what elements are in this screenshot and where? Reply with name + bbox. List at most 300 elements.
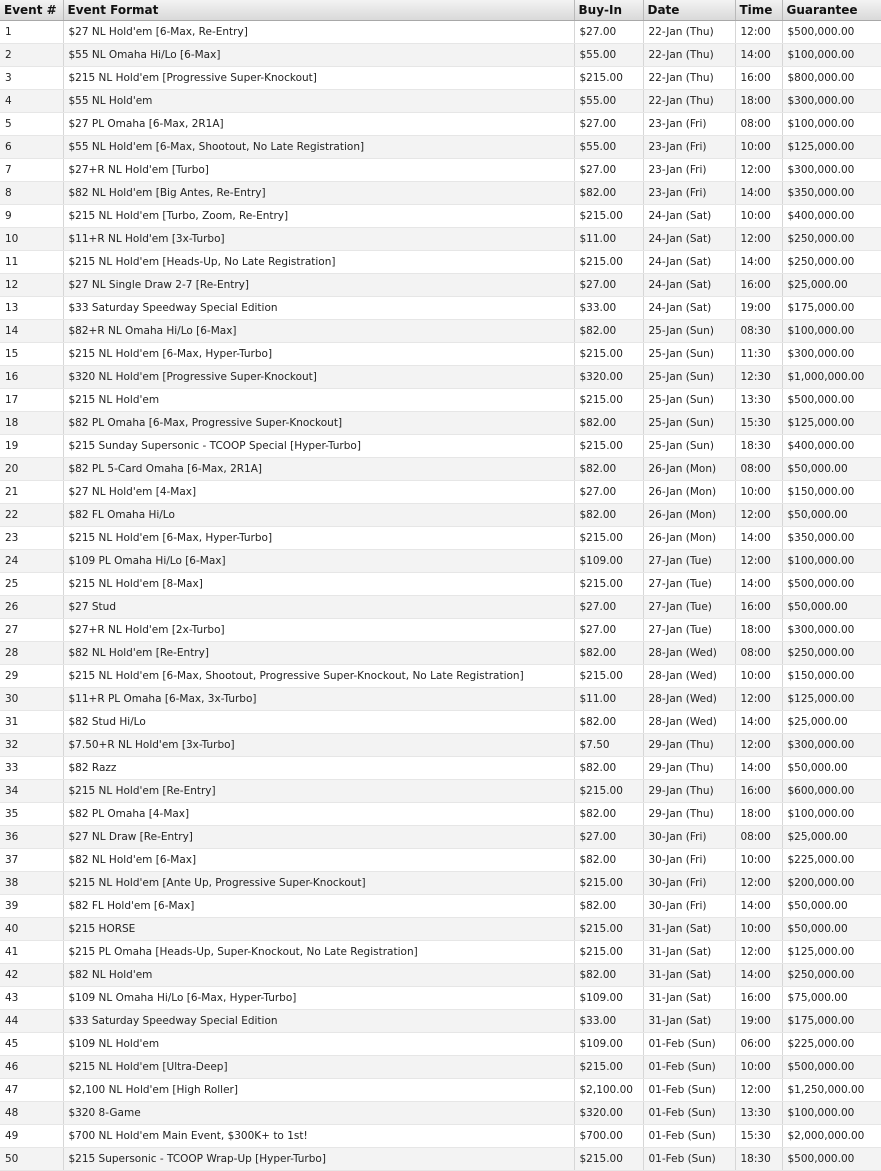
cell-buy-in: $109.00 [574,550,643,573]
cell-buy-in: $215.00 [574,343,643,366]
table-row[interactable] [0,895,881,918]
table-row[interactable] [0,113,881,136]
cell-time: 10:00 [735,481,782,504]
cell-event-format: $215 NL Hold'em [Turbo, Zoom, Re-Entry] [63,205,574,228]
cell-event-format: $215 Supersonic - TCOOP Wrap-Up [Hyper-Turbo] [63,1148,574,1171]
cell-buy-in: $27.00 [574,159,643,182]
cell-guarantee: $350,000.00 [782,527,881,550]
cell-event-number: 33 [0,757,63,780]
table-row[interactable] [0,389,881,412]
cell-guarantee: $400,000.00 [782,435,881,458]
cell-guarantee: $500,000.00 [782,21,881,44]
cell-time: 14:00 [735,573,782,596]
cell-date: 01-Feb (Sun) [643,1033,735,1056]
column-header-guarantee[interactable]: Guarantee [782,0,881,21]
table-body [0,21,881,1171]
cell-event-format: $55 NL Hold'em [6-Max, Shootout, No Late Registration] [63,136,574,159]
cell-buy-in: $215.00 [574,872,643,895]
cell-event-number: 1 [0,21,63,44]
cell-time: 19:00 [735,297,782,320]
cell-guarantee: $175,000.00 [782,1010,881,1033]
cell-date: 25-Jan (Sun) [643,343,735,366]
cell-event-format: $27+R NL Hold'em [Turbo] [63,159,574,182]
cell-time: 12:00 [735,21,782,44]
cell-date: 27-Jan (Tue) [643,619,735,642]
cell-time: 08:00 [735,826,782,849]
cell-guarantee: $25,000.00 [782,826,881,849]
cell-buy-in: $215.00 [574,251,643,274]
cell-guarantee: $125,000.00 [782,688,881,711]
table-row[interactable] [0,504,881,527]
cell-guarantee: $50,000.00 [782,918,881,941]
cell-event-number: 24 [0,550,63,573]
cell-buy-in: $82.00 [574,642,643,665]
cell-time: 16:00 [735,274,782,297]
cell-date: 26-Jan (Mon) [643,527,735,550]
cell-time: 12:00 [735,1079,782,1102]
cell-event-format: $82 Stud Hi/Lo [63,711,574,734]
cell-event-number: 46 [0,1056,63,1079]
cell-event-format: $215 NL Hold'em [Ultra-Deep] [63,1056,574,1079]
cell-buy-in: $82.00 [574,964,643,987]
cell-date: 23-Jan (Fri) [643,136,735,159]
table-row[interactable] [0,826,881,849]
cell-event-number: 13 [0,297,63,320]
cell-event-number: 9 [0,205,63,228]
cell-date: 26-Jan (Mon) [643,481,735,504]
table-row[interactable] [0,734,881,757]
cell-guarantee: $800,000.00 [782,67,881,90]
cell-event-format: $82 Razz [63,757,574,780]
table-row[interactable] [0,780,881,803]
table-row[interactable] [0,1102,881,1125]
cell-event-number: 7 [0,159,63,182]
cell-buy-in: $82.00 [574,803,643,826]
table-row[interactable] [0,205,881,228]
cell-event-format: $33 Saturday Speedway Special Edition [63,1010,574,1033]
table-row[interactable] [0,1033,881,1056]
table-row[interactable] [0,872,881,895]
table-row[interactable] [0,619,881,642]
cell-event-format: $215 NL Hold'em [Ante Up, Progressive Super-Knockout] [63,872,574,895]
cell-time: 14:00 [735,527,782,550]
cell-event-format: $7.50+R NL Hold'em [3x-Turbo] [63,734,574,757]
cell-time: 14:00 [735,964,782,987]
cell-buy-in: $320.00 [574,1102,643,1125]
cell-buy-in: $700.00 [574,1125,643,1148]
cell-time: 08:00 [735,458,782,481]
cell-event-number: 34 [0,780,63,803]
cell-guarantee: $500,000.00 [782,573,881,596]
cell-guarantee: $500,000.00 [782,1056,881,1079]
cell-time: 10:00 [735,918,782,941]
cell-guarantee: $125,000.00 [782,412,881,435]
cell-event-number: 6 [0,136,63,159]
cell-time: 16:00 [735,780,782,803]
cell-event-number: 36 [0,826,63,849]
cell-guarantee: $200,000.00 [782,872,881,895]
table-row[interactable] [0,918,881,941]
cell-guarantee: $1,250,000.00 [782,1079,881,1102]
column-header-date[interactable]: Date [643,0,735,21]
cell-date: 28-Jan (Wed) [643,711,735,734]
cell-time: 18:00 [735,803,782,826]
cell-guarantee: $250,000.00 [782,964,881,987]
cell-time: 12:00 [735,734,782,757]
cell-date: 27-Jan (Tue) [643,550,735,573]
cell-time: 18:00 [735,619,782,642]
cell-date: 31-Jan (Sat) [643,941,735,964]
cell-guarantee: $1,000,000.00 [782,366,881,389]
table-row[interactable] [0,481,881,504]
cell-time: 16:00 [735,596,782,619]
cell-time: 08:00 [735,113,782,136]
cell-guarantee: $25,000.00 [782,274,881,297]
cell-time: 19:00 [735,1010,782,1033]
cell-event-number: 37 [0,849,63,872]
cell-guarantee: $300,000.00 [782,619,881,642]
cell-event-number: 5 [0,113,63,136]
cell-event-format: $27 NL Single Draw 2-7 [Re-Entry] [63,274,574,297]
cell-buy-in: $215.00 [574,665,643,688]
cell-time: 13:30 [735,1102,782,1125]
cell-event-number: 21 [0,481,63,504]
cell-date: 30-Jan (Fri) [643,826,735,849]
cell-guarantee: $100,000.00 [782,550,881,573]
table-row[interactable] [0,21,881,44]
cell-buy-in: $27.00 [574,481,643,504]
table-row[interactable] [0,274,881,297]
cell-guarantee: $100,000.00 [782,803,881,826]
cell-buy-in: $2,100.00 [574,1079,643,1102]
table-row[interactable] [0,320,881,343]
cell-date: 24-Jan (Sat) [643,297,735,320]
cell-time: 16:00 [735,987,782,1010]
cell-time: 14:00 [735,711,782,734]
cell-date: 28-Jan (Wed) [643,665,735,688]
cell-date: 29-Jan (Thu) [643,803,735,826]
cell-buy-in: $33.00 [574,1010,643,1033]
cell-event-format: $55 NL Omaha Hi/Lo [6-Max] [63,44,574,67]
table-row[interactable] [0,366,881,389]
cell-time: 18:30 [735,1148,782,1171]
cell-buy-in: $11.00 [574,688,643,711]
cell-buy-in: $27.00 [574,826,643,849]
cell-guarantee: $100,000.00 [782,44,881,67]
cell-event-format: $82 FL Omaha Hi/Lo [63,504,574,527]
table-row[interactable] [0,987,881,1010]
column-header-event-number[interactable]: Event # [0,0,63,21]
cell-event-format: $82 NL Hold'em [6-Max] [63,849,574,872]
cell-date: 28-Jan (Wed) [643,688,735,711]
cell-time: 10:00 [735,665,782,688]
cell-event-number: 40 [0,918,63,941]
cell-date: 27-Jan (Tue) [643,596,735,619]
cell-buy-in: $82.00 [574,849,643,872]
cell-date: 01-Feb (Sun) [643,1056,735,1079]
cell-event-format: $215 Sunday Supersonic - TCOOP Special [Hyper-Turbo] [63,435,574,458]
cell-event-format: $27 Stud [63,596,574,619]
cell-time: 06:00 [735,1033,782,1056]
table-row[interactable] [0,688,881,711]
cell-date: 24-Jan (Sat) [643,251,735,274]
cell-guarantee: $400,000.00 [782,205,881,228]
column-header-event-format[interactable]: Event Format [63,0,574,21]
cell-event-format: $82 FL Hold'em [6-Max] [63,895,574,918]
cell-buy-in: $55.00 [574,90,643,113]
table-row[interactable] [0,343,881,366]
cell-buy-in: $11.00 [574,228,643,251]
cell-event-format: $27 NL Hold'em [6-Max, Re-Entry] [63,21,574,44]
cell-time: 10:00 [735,849,782,872]
cell-guarantee: $150,000.00 [782,665,881,688]
cell-event-number: 50 [0,1148,63,1171]
cell-date: 23-Jan (Fri) [643,182,735,205]
table-row[interactable] [0,757,881,780]
cell-event-format: $215 NL Hold'em [63,389,574,412]
cell-event-format: $215 NL Hold'em [6-Max, Shootout, Progressive Super-Knockout, No Late Registration] [63,665,574,688]
table-row[interactable] [0,67,881,90]
cell-event-number: 16 [0,366,63,389]
cell-time: 15:30 [735,412,782,435]
table-row[interactable] [0,412,881,435]
cell-guarantee: $50,000.00 [782,504,881,527]
table-row[interactable] [0,596,881,619]
cell-buy-in: $82.00 [574,412,643,435]
cell-buy-in: $82.00 [574,320,643,343]
cell-event-number: 38 [0,872,63,895]
cell-event-format: $82 NL Hold'em [63,964,574,987]
cell-event-format: $11+R NL Hold'em [3x-Turbo] [63,228,574,251]
cell-buy-in: $215.00 [574,918,643,941]
cell-buy-in: $215.00 [574,389,643,412]
cell-event-format: $109 NL Hold'em [63,1033,574,1056]
cell-buy-in: $82.00 [574,458,643,481]
table-row[interactable] [0,435,881,458]
cell-buy-in: $7.50 [574,734,643,757]
cell-time: 18:30 [735,435,782,458]
cell-buy-in: $27.00 [574,596,643,619]
cell-guarantee: $600,000.00 [782,780,881,803]
cell-guarantee: $100,000.00 [782,320,881,343]
table-row[interactable] [0,665,881,688]
cell-time: 12:00 [735,688,782,711]
column-header-buy-in[interactable]: Buy-In [574,0,643,21]
cell-buy-in: $82.00 [574,895,643,918]
cell-date: 24-Jan (Sat) [643,205,735,228]
cell-buy-in: $55.00 [574,44,643,67]
cell-date: 29-Jan (Thu) [643,757,735,780]
cell-time: 12:00 [735,159,782,182]
cell-event-format: $27 PL Omaha [6-Max, 2R1A] [63,113,574,136]
cell-guarantee: $500,000.00 [782,1148,881,1171]
cell-date: 26-Jan (Mon) [643,458,735,481]
cell-event-format: $700 NL Hold'em Main Event, $300K+ to 1st! [63,1125,574,1148]
cell-buy-in: $82.00 [574,182,643,205]
cell-event-number: 27 [0,619,63,642]
cell-date: 01-Feb (Sun) [643,1125,735,1148]
cell-event-number: 39 [0,895,63,918]
table-row[interactable] [0,458,881,481]
cell-time: 14:00 [735,44,782,67]
cell-guarantee: $25,000.00 [782,711,881,734]
cell-buy-in: $33.00 [574,297,643,320]
cell-event-format: $215 NL Hold'em [8-Max] [63,573,574,596]
table-row[interactable] [0,550,881,573]
table-row[interactable] [0,964,881,987]
cell-event-format: $215 NL Hold'em [Progressive Super-Knockout] [63,67,574,90]
cell-buy-in: $215.00 [574,1056,643,1079]
cell-event-number: 4 [0,90,63,113]
cell-event-number: 41 [0,941,63,964]
header-row [0,0,881,21]
cell-date: 31-Jan (Sat) [643,918,735,941]
cell-time: 12:00 [735,550,782,573]
cell-date: 25-Jan (Sun) [643,435,735,458]
cell-time: 08:00 [735,642,782,665]
cell-date: 28-Jan (Wed) [643,642,735,665]
table-row[interactable] [0,642,881,665]
cell-guarantee: $125,000.00 [782,136,881,159]
cell-event-format: $55 NL Hold'em [63,90,574,113]
table-row[interactable] [0,90,881,113]
cell-date: 22-Jan (Thu) [643,44,735,67]
table-row[interactable] [0,228,881,251]
cell-event-number: 28 [0,642,63,665]
cell-guarantee: $300,000.00 [782,734,881,757]
cell-event-format: $215 PL Omaha [Heads-Up, Super-Knockout, No Late Registration] [63,941,574,964]
cell-guarantee: $125,000.00 [782,941,881,964]
table-row[interactable] [0,1125,881,1148]
cell-event-number: 19 [0,435,63,458]
cell-time: 15:30 [735,1125,782,1148]
cell-time: 12:00 [735,504,782,527]
cell-guarantee: $175,000.00 [782,297,881,320]
table-row[interactable] [0,1148,881,1171]
cell-buy-in: $215.00 [574,941,643,964]
cell-date: 30-Jan (Fri) [643,849,735,872]
cell-guarantee: $250,000.00 [782,642,881,665]
cell-time: 16:00 [735,67,782,90]
table-row[interactable] [0,941,881,964]
cell-event-format: $320 8-Game [63,1102,574,1125]
cell-buy-in: $215.00 [574,67,643,90]
table-row[interactable] [0,44,881,67]
cell-date: 22-Jan (Thu) [643,67,735,90]
cell-event-number: 12 [0,274,63,297]
cell-event-number: 23 [0,527,63,550]
cell-guarantee: $50,000.00 [782,458,881,481]
cell-time: 12:00 [735,228,782,251]
cell-buy-in: $215.00 [574,573,643,596]
cell-buy-in: $215.00 [574,780,643,803]
cell-guarantee: $50,000.00 [782,895,881,918]
table-row[interactable] [0,1010,881,1033]
cell-guarantee: $350,000.00 [782,182,881,205]
cell-event-format: $215 NL Hold'em [Re-Entry] [63,780,574,803]
cell-event-format: $27 NL Draw [Re-Entry] [63,826,574,849]
table-row[interactable] [0,803,881,826]
cell-event-number: 29 [0,665,63,688]
column-header-time[interactable]: Time [735,0,782,21]
cell-buy-in: $82.00 [574,757,643,780]
cell-guarantee: $300,000.00 [782,159,881,182]
cell-guarantee: $300,000.00 [782,90,881,113]
cell-date: 26-Jan (Mon) [643,504,735,527]
cell-time: 18:00 [735,90,782,113]
cell-event-format: $82 PL Omaha [4-Max] [63,803,574,826]
cell-time: 10:00 [735,1056,782,1079]
cell-guarantee: $500,000.00 [782,389,881,412]
cell-date: 27-Jan (Tue) [643,573,735,596]
cell-time: 14:00 [735,757,782,780]
cell-buy-in: $27.00 [574,274,643,297]
cell-event-number: 43 [0,987,63,1010]
cell-buy-in: $215.00 [574,435,643,458]
cell-event-number: 10 [0,228,63,251]
cell-event-number: 31 [0,711,63,734]
cell-event-format: $215 HORSE [63,918,574,941]
cell-guarantee: $75,000.00 [782,987,881,1010]
cell-event-format: $82 NL Hold'em [Re-Entry] [63,642,574,665]
cell-event-format: $82+R NL Omaha Hi/Lo [6-Max] [63,320,574,343]
cell-date: 30-Jan (Fri) [643,872,735,895]
table-row[interactable] [0,251,881,274]
cell-date: 25-Jan (Sun) [643,366,735,389]
cell-event-number: 20 [0,458,63,481]
cell-time: 14:00 [735,895,782,918]
cell-date: 23-Jan (Fri) [643,159,735,182]
cell-event-number: 49 [0,1125,63,1148]
cell-event-number: 26 [0,596,63,619]
cell-buy-in: $55.00 [574,136,643,159]
cell-guarantee: $250,000.00 [782,251,881,274]
table-row[interactable] [0,849,881,872]
cell-buy-in: $109.00 [574,1033,643,1056]
table-header [0,0,881,21]
cell-time: 08:30 [735,320,782,343]
table-row[interactable] [0,711,881,734]
table-row[interactable] [0,297,881,320]
table-row[interactable] [0,527,881,550]
cell-event-format: $27 NL Hold'em [4-Max] [63,481,574,504]
cell-event-format: $109 NL Omaha Hi/Lo [6-Max, Hyper-Turbo] [63,987,574,1010]
cell-guarantee: $225,000.00 [782,849,881,872]
table-row[interactable] [0,159,881,182]
table-row[interactable] [0,573,881,596]
cell-date: 25-Jan (Sun) [643,389,735,412]
table-row[interactable] [0,136,881,159]
cell-date: 01-Feb (Sun) [643,1079,735,1102]
cell-buy-in: $82.00 [574,711,643,734]
cell-event-number: 47 [0,1079,63,1102]
cell-event-number: 30 [0,688,63,711]
cell-event-number: 35 [0,803,63,826]
cell-buy-in: $27.00 [574,21,643,44]
cell-date: 29-Jan (Thu) [643,780,735,803]
cell-event-number: 45 [0,1033,63,1056]
table-row[interactable] [0,1079,881,1102]
table-row[interactable] [0,1056,881,1079]
cell-time: 10:00 [735,205,782,228]
cell-time: 11:30 [735,343,782,366]
cell-event-format: $2,100 NL Hold'em [High Roller] [63,1079,574,1102]
cell-buy-in: $320.00 [574,366,643,389]
cell-event-number: 32 [0,734,63,757]
cell-event-number: 2 [0,44,63,67]
table-row[interactable] [0,182,881,205]
cell-event-number: 44 [0,1010,63,1033]
